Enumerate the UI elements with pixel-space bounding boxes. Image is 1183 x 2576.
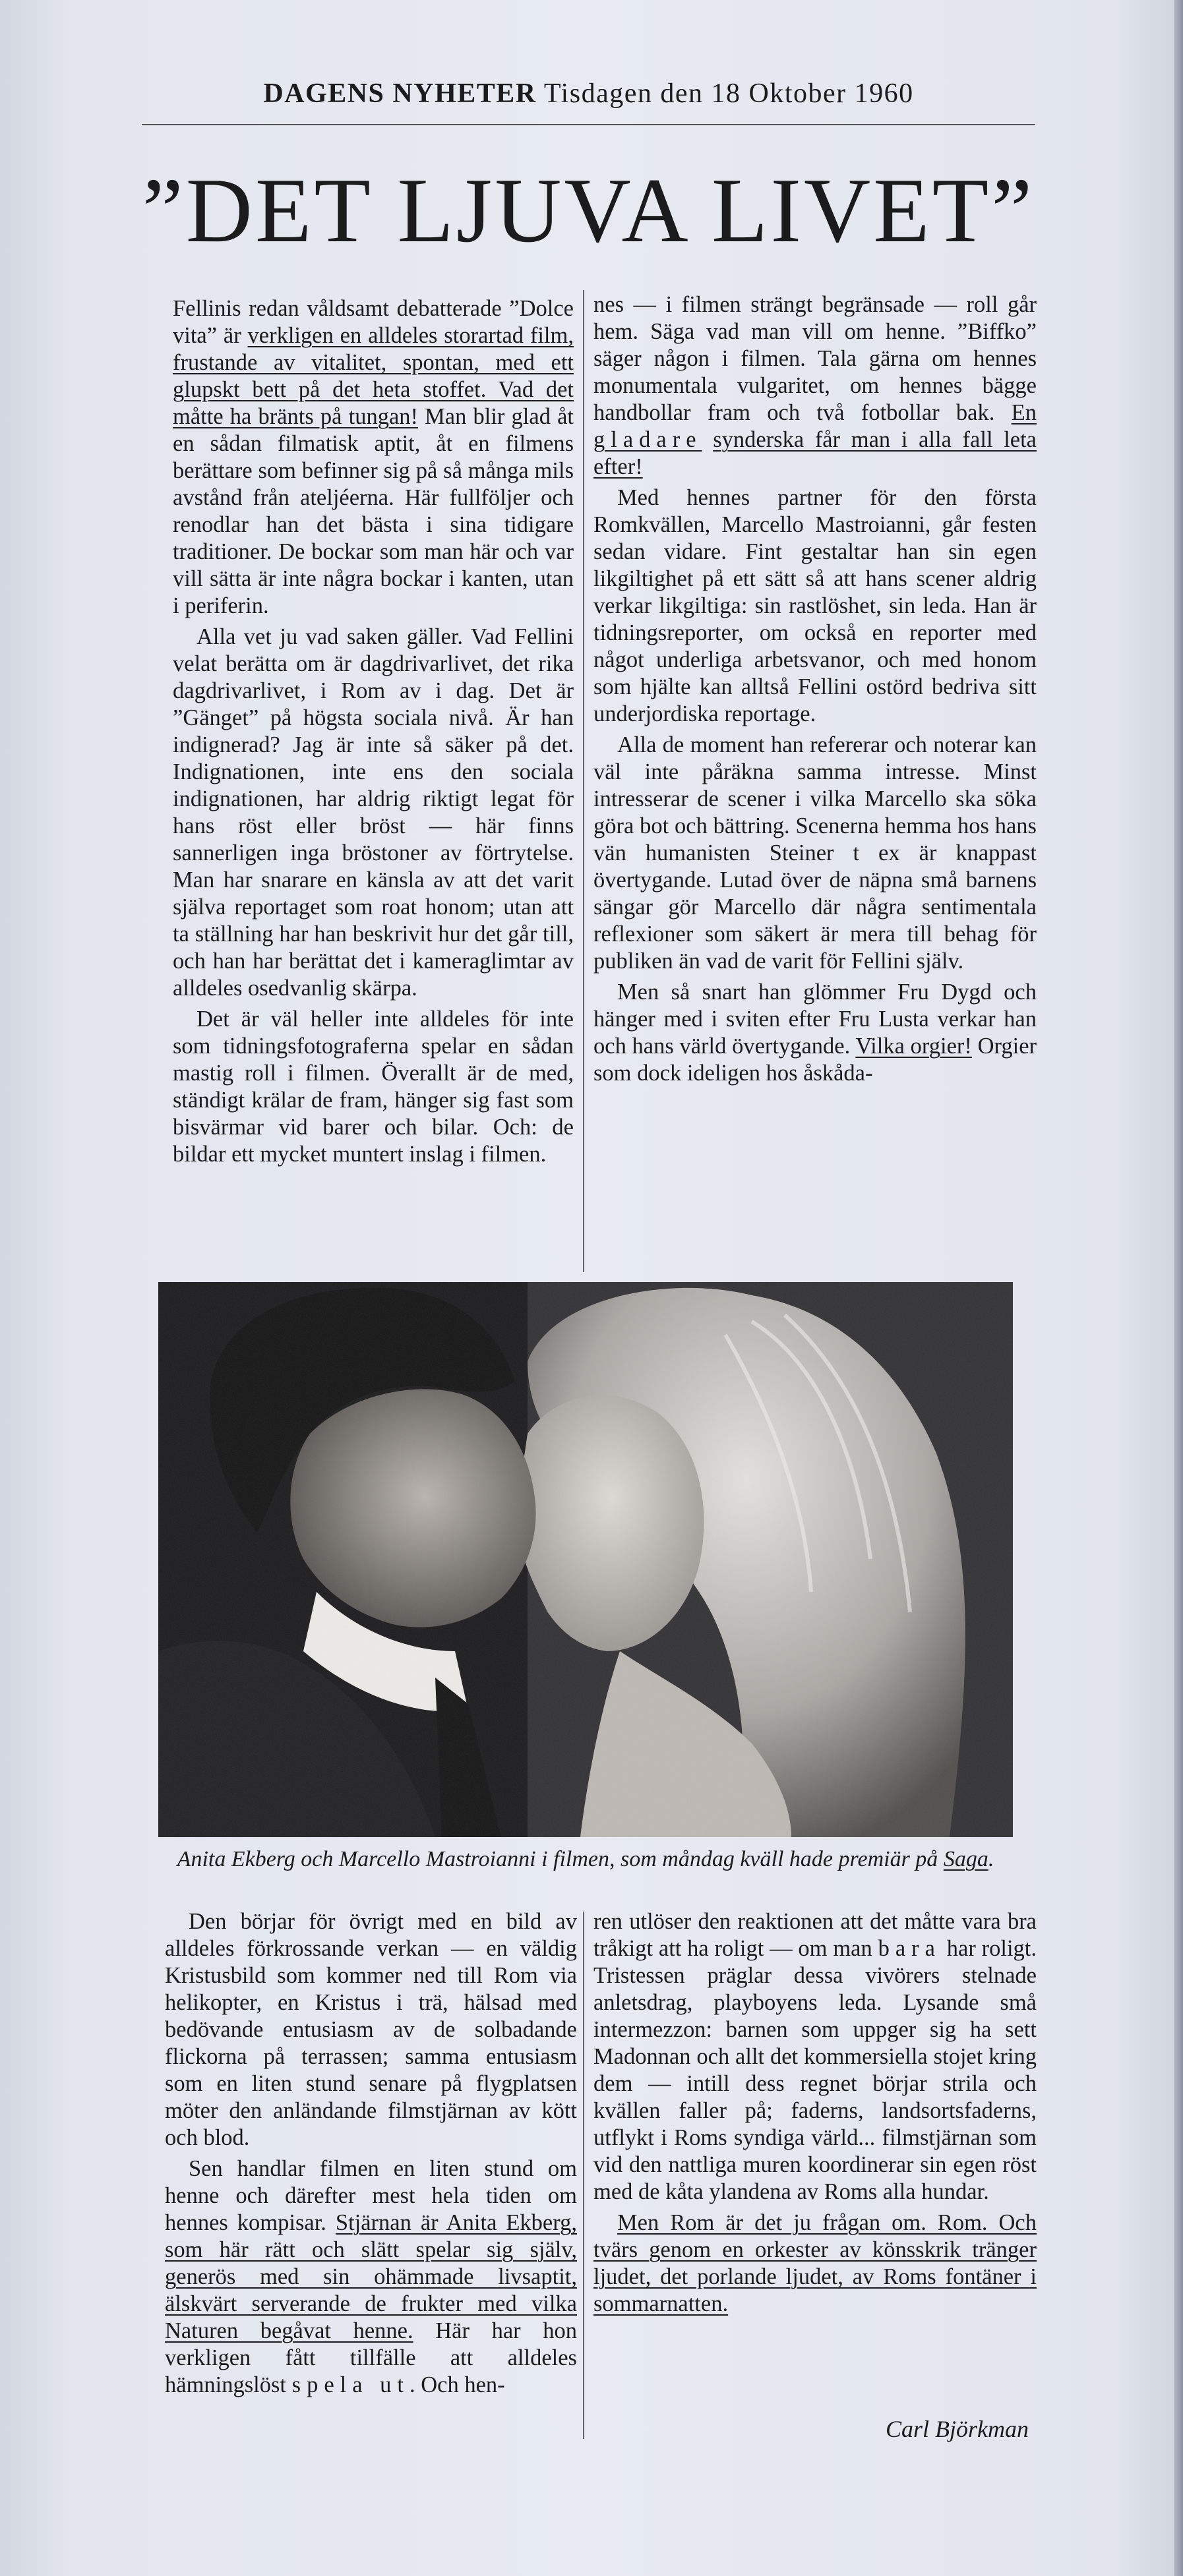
caption-text: Anita Ekberg och Marcello Mastroianni i filmen, som måndag kväll hade premiär på (177, 1847, 944, 1871)
paragraph: Alla vet ju vad saken gäller. Vad Fellini velat berätta om är dagdrivarlivet, det rika dagdrivarlivet, i Rom av i dag. Det är ”Gänget” på högsta sociala nivå. Är han indignerad? Jag är inte så säker på det. Indignationen, inte ens den sociala indignationen, har aldrig riktigt legat för hans röst eller bröst — här finns sannerligen inga bröstoner av förtrytelse. Man har snarare en känsla av att det varit själva reportaget som roat honom; utan att ta ställning har han beskrivit hur det går till, och han har berättat det i kameraglimtar av alldeles osedvanlig skärpa. (173, 624, 574, 1001)
underlined-text: En (1011, 400, 1037, 425)
text-run: Fellinis redan våldsamt debatterade ”Dolce vita” är (173, 296, 574, 348)
underlined-text: Vilka orgier! (855, 1034, 972, 1059)
text-run: . Och hen- (410, 2372, 505, 2397)
paragraph: Den börjar för övrigt med en bild av alldeles förkrossande verkan — en väldig Kristusbild som kommer ned till Rom via helikopter, en Kristus i trä, hälsad med bedövande entusiasm av de solbadande flickorna på terrassen; samma entusiasm som en liten stund senare på flygplatsen möter den anländande filmstjärnan av kött och blod. (165, 1909, 577, 2150)
spaced-underlined-text: gladare (593, 427, 702, 452)
article-column-1 (173, 295, 574, 1168)
underlined-text: Men Rom är det ju frågan om. Rom. Och tvärs genom en orkester av könsskrik tränger ljudet, det porlande ljudet, av Roms fontäner i sommarnatten. (593, 2210, 1037, 2316)
paragraph (593, 291, 1037, 481)
text-run: ren utlöser den reaktionen att det måtte vara bra tråkigt att ha roligt — om man (593, 1909, 1037, 1961)
caption-text: . (988, 1847, 994, 1871)
underlined-text: synderska får man i alla fall leta efter! (593, 427, 1037, 479)
issue-date: Tisdagen den 18 Oktober 1960 (543, 78, 914, 109)
article-column-3 (165, 1908, 577, 2399)
paragraph (593, 1908, 1037, 2206)
text-run: har roligt. Tristessen präglar dessa vivörers stelnade anletsdrag, playboyens leda. Lysande små intermezzon: barnen som uppger sig ha sett Madonnan och allt det kommersiella stojet kring dem — intill dess regnet börjar strila och kvällen faller på; faderns, landsortsfaderns, utflykt i Roms syndiga värld... filmstjärnan som vid den nattliga muren koordinerar sin egen röst med de kåta ylandena av Roms alla hundar. (593, 1936, 1037, 2204)
paragraph (593, 2210, 1037, 2318)
spaced-text: bara (878, 1936, 941, 1961)
paragraph (165, 2155, 577, 2399)
paragraph: Alla de moment han refererar och noterar kan väl inte påräkna samma intresse. Minst intresserar de scener i vilka Marcello ska söka göra bot och bättring. Scenerna hemma hos hans vän humanisten Steiner t ex är knappast övertygande. Lutad över de näpna små barnens sängar gör Marcello där några sentimentala reflexioner som säkert är mera till behag för publiken än vad de varit för Fellini själv. (593, 732, 1037, 974)
article-headline: ”DET LJUVA LIVET” (142, 160, 1035, 262)
paragraph (173, 295, 574, 620)
film-still-photo (158, 1282, 1013, 1837)
text-run: Man blir glad åt en sådan filmatisk aptit, åt en filmens berättare som befinner sig på så många mils avstånd från ateljéerna. Här fullföljer och renodlar han det bästa i sina tidigare traditioner. De bockar som man här och var vill sätta är inte några bockar i kanten, utan i periferin. (173, 404, 574, 618)
text-run: Men så snart han glömmer Fru Dygd och hänger med i sviten efter Fru Lusta verkar han och hans värld övertygande. (593, 980, 1037, 1059)
article-column-2 (593, 291, 1037, 1087)
column-divider (583, 1912, 584, 2439)
spaced-text: spela ut (291, 2372, 410, 2397)
paper-edge (1174, 0, 1183, 2576)
newspaper-name: DAGENS NYHETER (263, 78, 537, 109)
masthead-rule (142, 124, 1035, 125)
article-column-4 (593, 1908, 1037, 2318)
text-run: nes — i filmen strängt begränsade — roll går hem. Säga vad man vill om henne. ”Biffko” säger någon i filmen. Tala gärna om hennes monumentala vulgaritet, om hennes bägge handbollar fram och två fotbollar bak. (593, 292, 1037, 425)
column-divider (583, 290, 584, 1272)
masthead (142, 78, 1035, 109)
underlined-text: Saga (943, 1847, 988, 1871)
paragraph (593, 979, 1037, 1087)
text-run: Här har hon verkligen fått tillfälle att alldeles hämningslöst (165, 2318, 577, 2397)
text-run: Sen handlar filmen en liten stund om henne och därefter mest hela tiden om hennes kompisar. (165, 2156, 577, 2235)
underlined-text: Stjärnan är Anita Ekberg, som här rätt och slätt spelar sig själv, generös med sin ohämmade livsaptit, älskvärt serverande de frukter med vilka Naturen begåvat henne. (165, 2210, 577, 2343)
text-run: Orgier som dock ideligen hos åskåda- (593, 1034, 1037, 1086)
author-signature: Carl Björkman (885, 2416, 1029, 2442)
photo-kiss-icon (158, 1282, 1013, 1837)
photo-caption (158, 1846, 1013, 1873)
paragraph: Det är väl heller inte alldeles för inte som tidningsfotograferna spelar en sådan mastig roll i filmen. Överallt är de med, ständigt krälar de fram, hänger sig fast som bisvärmar vid barer och bilar. Och: de bildar ett mycket muntert inslag i filmen. (173, 1007, 574, 1167)
paragraph: Med hennes partner för den första Romkvällen, Marcello Mastroianni, går festen sedan vidare. Fint gestaltar han sin egen likgiltighet på ett sätt så att hans scener aldrig verkar likgiltiga: sin rastlöshet, sin leda. Han är tidningsreporter, om också en reporter med något underliga arbetsvanor, och med honom som hjälte kan alltså Fellini ostörd bedriva sitt underjordiska reportage. (593, 485, 1037, 726)
underlined-text: verkligen en alldeles storartad film, frustande av vitalitet, spontan, med ett glupskt bett på det heta stoffet. Vad det måtte ha bränts på tungan! (173, 323, 574, 429)
